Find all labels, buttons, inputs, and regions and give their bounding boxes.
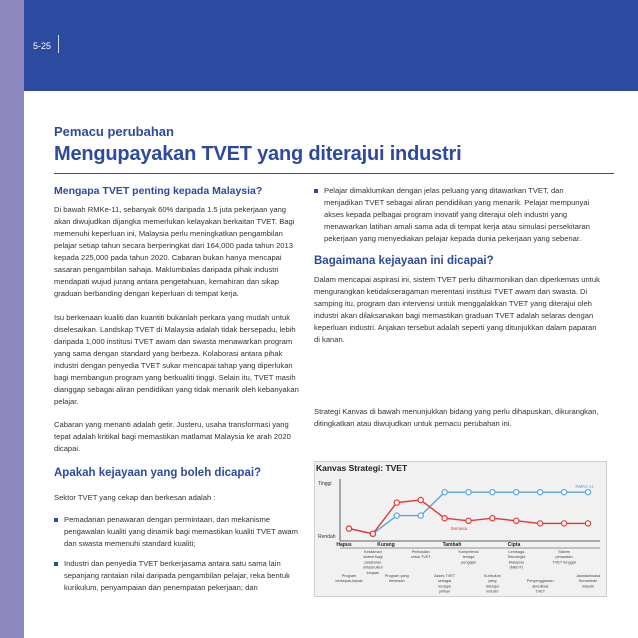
- data-point: [346, 526, 351, 531]
- data-point: [466, 490, 471, 495]
- student-bullet-list: [314, 185, 604, 245]
- side-color-bar: [0, 0, 24, 638]
- list-item: [54, 558, 304, 594]
- data-point: [562, 521, 567, 526]
- category-label: pengajar: [461, 560, 476, 565]
- paragraph-strategy-canvas: Strategi Kanvas di bawah menunjukkan bidang yang perlu dihapuskan, dikurangkan, ditingkatkan atau diwujudkan untuk pemacu perubahan ini.: [314, 407, 599, 428]
- paragraph-efficient-sector: Sektor TVET yang cekap dan berkesan adalah :: [54, 493, 216, 502]
- data-point: [466, 518, 471, 523]
- data-point: [514, 518, 519, 523]
- paragraph-challenge: Cabaran yang menanti adalah getir. Justeru, usaha transformasi yang tepat adalah kritikal bagi memastikan matlamat Malaysia ke arah 2020 dicapai.: [54, 420, 291, 453]
- bullet-icon: [54, 562, 58, 566]
- category-label: (MBOT): [509, 565, 524, 570]
- data-point: [394, 500, 399, 505]
- paragraph-harmonize: Dalam mencapai aspirasi ini, sistem TVET perlu diharmonikan dan diperkemas untuk mengurangkan ketidakseragaman merentasi institusi TVET awam dan swasta. Di samping itu, program dan intervensi untuk menggalakkan TVET yang diterajui oleh industri akan dilaksanakan bagi memastikan graduan TVET adalah selaras dengan keperluan industri. Anjakan tersebut adalah seperti yang ditunjukkan dalam paparan di kanan.: [314, 275, 600, 344]
- category-label: kerjaya: [438, 584, 451, 589]
- heading-why-tvet: Mengapa TVET penting kepada Malaysia?: [54, 185, 263, 197]
- list-item-text: Pemadanan penawaran dengan permintaan, dan mekanisme pengawalan kualiti yang dinamik bagi memastikan kualiti TVET awam dan swasta memenuhi standard kualiti;: [64, 515, 298, 548]
- y-level-label: Tinggi: [318, 481, 332, 487]
- category-label: berkesan: [388, 579, 405, 584]
- bullet-icon: [54, 518, 58, 522]
- category-label: pelaburan: [364, 560, 382, 565]
- series-label: Semasa: [450, 526, 468, 532]
- category-label: Penyenggaraan: [526, 579, 554, 584]
- category-label: tenaga: [462, 555, 475, 560]
- page-number-divider: [58, 35, 59, 53]
- category-label: penarafan: [555, 555, 573, 560]
- category-label: pilihan: [439, 589, 451, 594]
- section-kicker: Pemacu perubahan: [54, 124, 174, 139]
- bullet-icon: [314, 189, 318, 193]
- page-title: Mengupayakan TVET yang diterajui industri: [54, 143, 462, 165]
- right-column: [314, 185, 604, 430]
- success-bullet-list: [54, 514, 304, 594]
- category-label: diterajui: [485, 584, 500, 589]
- paragraph-rmke11: Di bawah RMKe-11, sebanyak 60% daripada 1.5 juta pekerjaan yang akan diwujudkan dijangka memerlukan kelayakan berkaitan TVET. Bagi memenuhi keperluan ini, Malaysia perlu meningkatkan pengambilan pelajar setiap tahun secara berperingkat dari 164,000 pada tahun 2013 kepada 225,000 pada tahun 2020. Cabaran bukan hanya mencapai sasaran pengambilan sahaja. Maklumbalas daripada pihak industri mendapati wujud jurang antara pengetahuan, kemahiran dan sikap graduan berbanding dengan keperluan di tempat kerja.: [54, 205, 295, 298]
- category-label: Malaysia: [508, 560, 524, 565]
- category-label: Kemahiran: [578, 579, 598, 584]
- category-label: Teknologis: [507, 555, 526, 560]
- data-point: [585, 521, 590, 526]
- list-item-text: Pelajar dimaklumkan dengan jelas peluang yang ditawarkan TVET, dan menjadikan TVET sebagai aliran pendidikan yang menarik. Pelajar mempunyai akses kepada pelbagai program inovatif yang diterajui oleh industri yang menawarkan latihan amali sama ada di tempat kerja atau simulasi persekitaran pekerjaan yang menyediakan pelajar kepada dunia pekerjaan yang sebenar.: [324, 186, 590, 243]
- category-label: Jawatankuasa: [575, 574, 601, 578]
- category-label: Akses TVET: [434, 574, 456, 578]
- strategy-canvas-chart: [314, 461, 605, 597]
- data-point: [394, 513, 399, 518]
- heading-how-achieved: Bagaimana kejayaan ini dicapai?: [314, 255, 494, 267]
- data-point: [370, 531, 375, 536]
- data-point: [585, 490, 590, 495]
- category-label: Program: [341, 574, 357, 578]
- data-point: [442, 516, 447, 521]
- data-point: [538, 521, 543, 526]
- data-point: [514, 490, 519, 495]
- paragraph-quality-issue: Isu berkenaan kualiti dan kuantiti bukanlah perkara yang mudah untuk diselesaikan. Landskap TVET di Malaysia adalah tidak bersepadu, lebih daripada 1,000 institusi TVET awam dan swasta menawarkan program yang sama dengan standard yang berbeza. Kolaborasi antara pihak industri dengan penyedia TVET sukar mencapai tahap yang diperlukan bagi membangun program yang berkualiti tinggi. Selain itu, TVET masih dianggap sebagai aliran pendidikan yang tidak menarik oleh kebanyakan pelajar.: [54, 313, 299, 406]
- category-label: Industri: [581, 584, 595, 589]
- category-label: kerjaan: [366, 570, 380, 575]
- series-label: RMKe-11: [575, 484, 594, 489]
- list-item: [314, 185, 604, 245]
- data-point: [562, 490, 567, 495]
- data-point: [538, 490, 543, 495]
- category-label: Kesilaman: [364, 550, 382, 554]
- group-label: Hapus: [336, 542, 352, 548]
- category-label: sebagai: [437, 579, 452, 584]
- data-point: [442, 490, 447, 495]
- title-underline: [54, 173, 614, 174]
- category-label: berkepak-kepak: [335, 579, 363, 584]
- category-label: yang: [488, 579, 497, 584]
- category-label: Sistem: [558, 550, 570, 554]
- category-label: sistem bagi: [363, 555, 383, 560]
- category-label: industri: [486, 589, 499, 594]
- category-label: infrastruktur: [362, 565, 383, 570]
- category-label: Peribadian: [411, 550, 430, 554]
- list-item-text: Industri dan penyedia TVET berkerjasama antara satu sama lain sepanjang rantaian nilai daripada pengambilan pelajar, reka bentuk kurikulum, penyampaian dan penempatan pekerjaan; dan: [64, 559, 290, 592]
- data-point: [418, 497, 423, 502]
- series-line: [349, 492, 588, 534]
- data-point: [490, 516, 495, 521]
- category-label: TVET: [535, 589, 546, 594]
- category-label: akreditasi: [532, 584, 549, 589]
- category-label: Kurikulum: [483, 574, 501, 578]
- group-label: Kurang: [377, 542, 395, 548]
- y-level-label: Rendah: [318, 534, 336, 540]
- header-band: [24, 0, 638, 91]
- category-label: untuk TVET: [410, 555, 431, 560]
- category-label: Lembaga: [508, 550, 525, 554]
- data-point: [490, 490, 495, 495]
- heading-success: Apakah kejayaan yang boleh dicapai?: [54, 467, 262, 479]
- category-label: Kompetensi: [458, 550, 479, 554]
- group-label: Cipta: [507, 542, 521, 548]
- group-label: Tambah: [442, 542, 462, 548]
- list-item: [54, 514, 304, 550]
- data-point: [418, 513, 423, 518]
- category-label: Program yang: [384, 574, 409, 578]
- category-label: TVET tunggal: [552, 560, 576, 565]
- chart-title: Kanvas Strategi: TVET: [316, 463, 408, 473]
- page-number: 5-25: [33, 41, 52, 51]
- left-column: [54, 185, 304, 594]
- series-line: [349, 500, 588, 534]
